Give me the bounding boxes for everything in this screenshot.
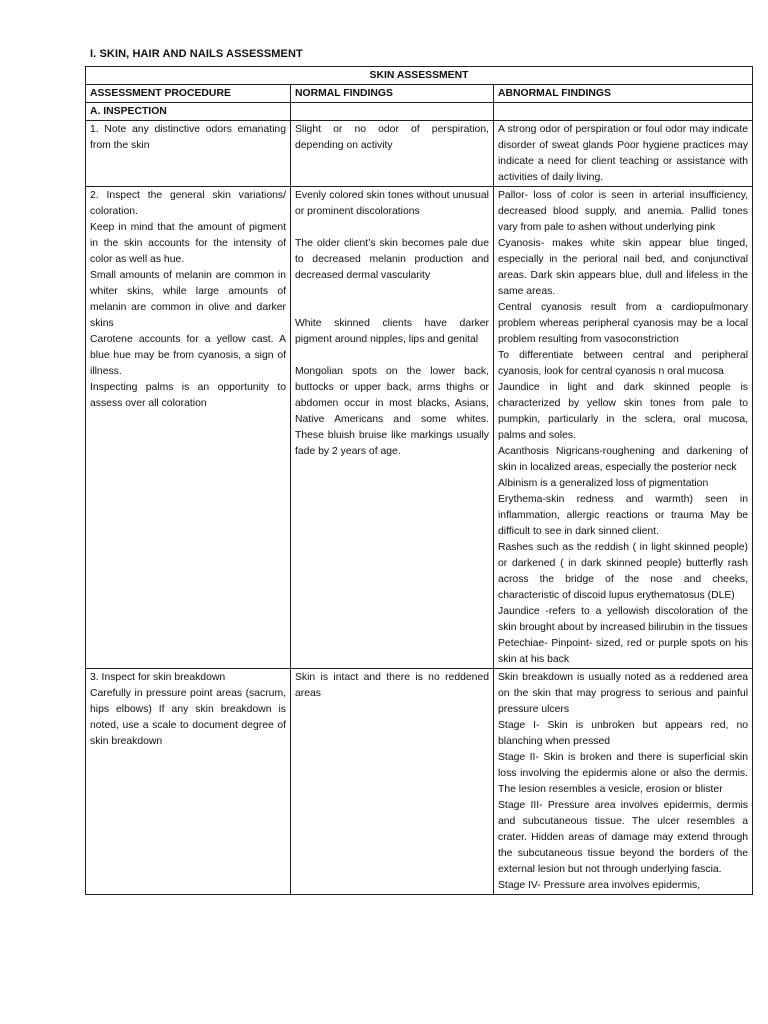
section-empty-cell — [494, 103, 753, 121]
abnormal-text: Skin breakdown is usually noted as a reddened area on the skin that may progress to serious and painful pressure ulcers — [498, 672, 749, 715]
procedure-text: 2. Inspect the general skin variations/ coloration. — [90, 190, 286, 217]
procedure-cell — [86, 121, 291, 187]
procedure-cell — [86, 669, 291, 895]
abnormal-text: Stage I- Skin is unbroken but appears red, no blanching when pressed — [498, 720, 749, 747]
normal-text: Mongolian spots on the lower back, buttocks or upper back, arms thighs or abdomen occur in most blacks, Asians, Native Americans and some whites. These bluish bruise like markings usually fade by 2 years of age. — [295, 366, 489, 457]
normal-findings-cell — [291, 669, 494, 895]
normal-text: Skin is intact and there is no reddened areas — [295, 672, 489, 699]
abnormal-text: Stage II- Skin is broken and there is superficial skin loss involving the epidermis alone or also the dermis. The lesion resembles a vesicle, erosion or blister — [498, 752, 749, 795]
normal-findings-cell — [291, 187, 494, 669]
abnormal-text: Central cyanosis result from a cardiopulmonary problem whereas peripheral cyanosis may be a local problem resulting from vasoconstriction — [498, 302, 749, 345]
section-inspection: A. INSPECTION — [86, 103, 291, 121]
abnormal-text: Stage III- Pressure area involves epidermis, dermis and subcutaneous tissue. The ulcer resembles a crater. Hidden areas of damage may extend through the subcutaneous tissue beyond the borders of the external lesion but not through underlying fascia. — [498, 800, 749, 875]
abnormal-text: Rashes such as the reddish ( in light skinned people) or darkened ( in dark skinned people) butterfly rash across the bridge of the nose and cheeks, characteristic of discoid lupus erythematosus (DLE) — [498, 542, 749, 601]
procedure-text: Carotene accounts for a yellow cast. A blue hue may be from cyanosis, a sign of illness. — [90, 334, 286, 377]
table-row — [86, 669, 753, 895]
column-header-abnormal: ABNORMAL FINDINGS — [494, 85, 753, 103]
normal-text: White skinned clients have darker pigment around nipples, lips and genital — [295, 318, 489, 345]
procedure-text: Carefully in pressure point areas (sacrum, hips elbows) If any skin breakdown is noted, use a scale to document degree of skin breakdown — [90, 688, 286, 747]
normal-findings-cell — [291, 121, 494, 187]
abnormal-findings-cell — [494, 187, 753, 669]
abnormal-text: Stage IV- Pressure area involves epidermis, — [498, 880, 701, 891]
abnormal-text: A strong odor of perspiration or foul odor may indicate disorder of sweat glands Poor hygiene practices may indicate a need for client teaching or assistance with activities of daily living. — [498, 124, 749, 183]
abnormal-text: Pallor- loss of color is seen in arterial insufficiency, decreased blood supply, and anemia. Pallid tones vary from pale to ashen without underlying pink — [498, 190, 749, 233]
normal-text: The older client’s skin becomes pale due to decreased melanin production and decreased dermal vascularity — [295, 238, 489, 281]
abnormal-text: Erythema-skin redness and warmth) seen in inflammation, allergic reactions or trauma May be difficult to see in dark sinned client. — [498, 494, 749, 537]
procedure-text: Keep in mind that the amount of pigment in the skin accounts for the intensity of color as well as hue. — [90, 222, 286, 265]
procedure-text: 1. Note any distinctive odors emanating from the skin — [90, 124, 286, 151]
normal-text: Evenly colored skin tones without unusual or prominent discolorations — [295, 190, 489, 217]
procedure-cell — [86, 187, 291, 669]
abnormal-text: Cyanosis- makes white skin appear blue tinged, especially in the perioral nail bed, and conjunctival areas. Dark skin appears blue, dull and lifeless in the same areas. — [498, 238, 749, 297]
abnormal-findings-cell — [494, 669, 753, 895]
table-row — [86, 121, 753, 187]
table-merged-header: SKIN ASSESSMENT — [86, 67, 753, 85]
abnormal-text: Petechiae- Pinpoint- sized, red or purple spots on his skin at his back — [498, 638, 749, 665]
document-title: I. SKIN, HAIR AND NAILS ASSESSMENT — [90, 48, 303, 60]
abnormal-findings-cell — [494, 121, 753, 187]
normal-text: Slight or no odor of perspiration, depending on activity — [295, 124, 489, 151]
abnormal-text: To differentiate between central and peripheral cyanosis, look for central cyanosis n oral mucosa — [498, 350, 749, 377]
abnormal-text: Jaundice -refers to a yellowish discoloration of the skin brought about by increased bilirubin in the tissues — [498, 606, 749, 633]
procedure-text: 3. Inspect for skin breakdown — [90, 672, 226, 683]
skin-assessment-table — [85, 66, 753, 895]
abnormal-text: Jaundice in light and dark skinned people is characterized by yellow skin tones from pale to pumpkin, particularly in the sclera, oral mucosa, palms and soles. — [498, 382, 749, 441]
table-row — [86, 187, 753, 669]
column-header-procedure: ASSESSMENT PROCEDURE — [86, 85, 291, 103]
section-empty-cell — [291, 103, 494, 121]
abnormal-text: Albinism is a generalized loss of pigmentation — [498, 478, 709, 489]
abnormal-text: Acanthosis Nigricans-roughening and darkening of skin in localized areas, especially the posterior neck — [498, 446, 749, 473]
procedure-text: Inspecting palms is an opportunity to assess over all coloration — [90, 382, 286, 409]
procedure-text: Small amounts of melanin are common in whiter skins, while large amounts of melanin are common in olive and darker skins — [90, 270, 286, 329]
column-header-normal: NORMAL FINDINGS — [291, 85, 494, 103]
